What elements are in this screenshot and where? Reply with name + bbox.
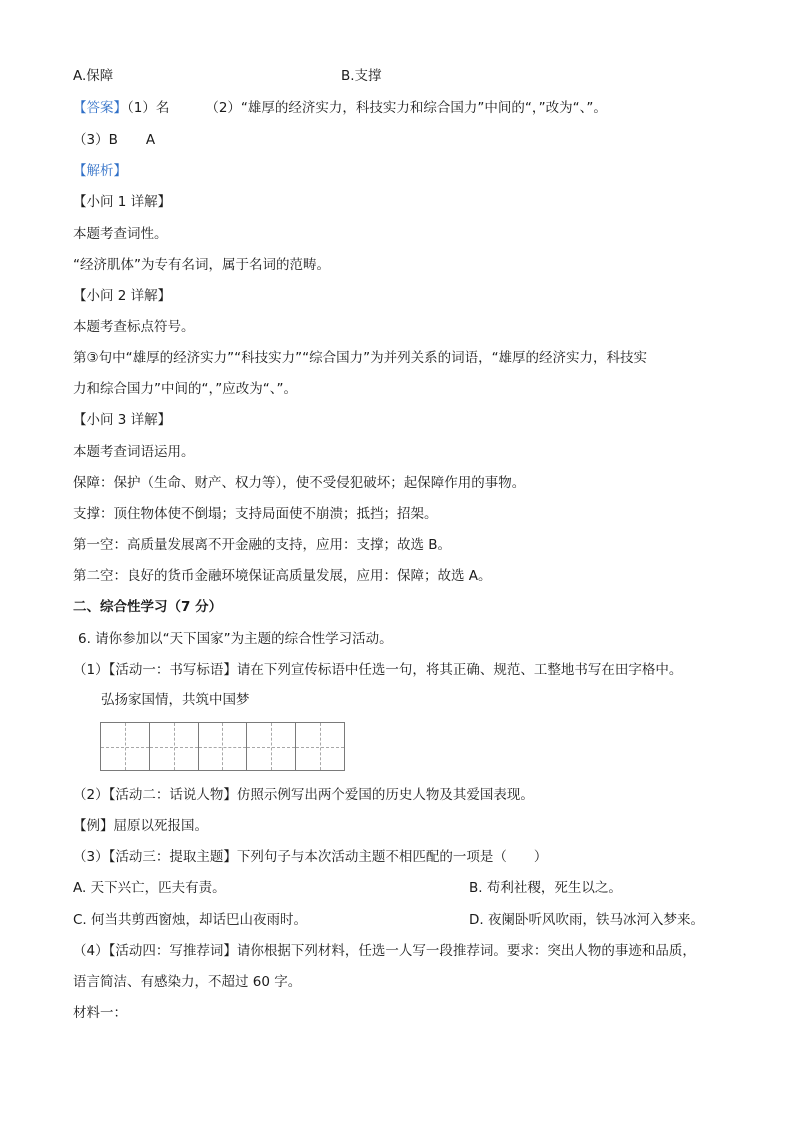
sub2-line: 本题考查标点符号。: [73, 319, 195, 335]
sub2-title: 【小问 2 详解】: [73, 288, 172, 304]
answer-part1: （1）名: [127, 100, 170, 116]
analysis-tag: 【解析】: [73, 163, 127, 179]
answer-part3-num: （3）B: [73, 132, 118, 148]
sub3-line: 本题考查词语运用。: [73, 444, 195, 460]
activity-1: （1）【活动一：书写标语】请在下列宣传标语中任选一句，将其正确、规范、工整地书写在田字格中。: [73, 662, 683, 678]
tianzige-grid[interactable]: [100, 722, 345, 771]
q6-stem: 6. 请你参加以“天下国家”为主题的综合性学习活动。: [78, 631, 393, 647]
activity-4-line2: 语言简洁、有感染力，不超过 60 字。: [73, 974, 302, 990]
activity-2: （2）【活动二：话说人物】仿照示例写出两个爱国的历史人物及其爱国表现。: [73, 787, 534, 803]
activity-4-line1: （4）【活动四：写推荐词】请你根据下列材料，任选一人写一段推荐词。要求：突出人物的事迹和品质，: [73, 943, 696, 959]
grid-cell[interactable]: [296, 723, 344, 770]
q5-3-options-row: [73, 67, 382, 85]
sub3-line: 保障：保护（生命、财产、权力等），使不受侵犯破坏；起保障作用的事物。: [73, 475, 526, 491]
option-a-baozhang: A.保障: [73, 68, 114, 84]
example-line: 【例】屈原以死报国。: [73, 818, 208, 834]
sub3-line: 第二空：良好的货币金融环境保证高质量发展，应用：保障；故选 A。: [73, 568, 492, 584]
grid-cell[interactable]: [199, 723, 248, 770]
sub3-line: 支撑：顶住物体使不倒塌；支持局面使不崩溃；抵挡；招架。: [73, 506, 438, 522]
answer-part2: （2）“雄厚的经济实力，科技实力和综合国力”中间的“，”改为“、”。: [205, 100, 607, 116]
grid-cell[interactable]: [247, 723, 296, 770]
sub2-line: 力和综合国力”中间的“，”应改为“、”。: [73, 381, 297, 397]
option-b: B. 苟利社稷，死生以之。: [469, 880, 622, 896]
option-c: C. 何当共剪西窗烛，却话巴山夜雨时。: [73, 912, 308, 928]
sub3-title: 【小问 3 详解】: [73, 412, 172, 428]
answer-part3-line: [73, 131, 155, 149]
slogan-text: 弘扬家国情，共筑中国梦: [101, 692, 250, 708]
sub1-line: 本题考查词性。: [73, 226, 168, 242]
options-row-cd: [73, 911, 704, 929]
grid-cell[interactable]: [150, 723, 199, 770]
options-row-ab: [73, 879, 622, 897]
sub1-line: “经济肌体”为专有名词，属于名词的范畴。: [73, 257, 330, 273]
answer-line: [73, 99, 607, 117]
option-d: D. 夜阑卧听风吹雨，铁马冰河入梦来。: [469, 912, 704, 928]
option-a: A. 天下兴亡，匹夫有责。: [73, 880, 226, 896]
sub3-line: 第一空：高质量发展离不开金融的支持，应用：支撑；故选 B。: [73, 537, 452, 553]
answer-part3-second: A: [145, 132, 156, 148]
activity-3: （3）【活动三：提取主题】下列句子与本次活动主题不相匹配的一项是（ ）: [73, 849, 548, 865]
option-b-zhicheng: B.支撑: [341, 68, 382, 84]
material-label: 材料一：: [73, 1005, 127, 1021]
answer-tag: 【答案】: [73, 100, 127, 116]
sub1-title: 【小问 1 详解】: [73, 194, 172, 210]
section-title: 二、综合性学习（7 分）: [73, 599, 223, 615]
sub2-line: 第③句中“雄厚的经济实力”“科技实力”“综合国力”为并列关系的词语，“雄厚的经济实力，科技实: [73, 350, 648, 366]
grid-cell[interactable]: [101, 723, 150, 770]
